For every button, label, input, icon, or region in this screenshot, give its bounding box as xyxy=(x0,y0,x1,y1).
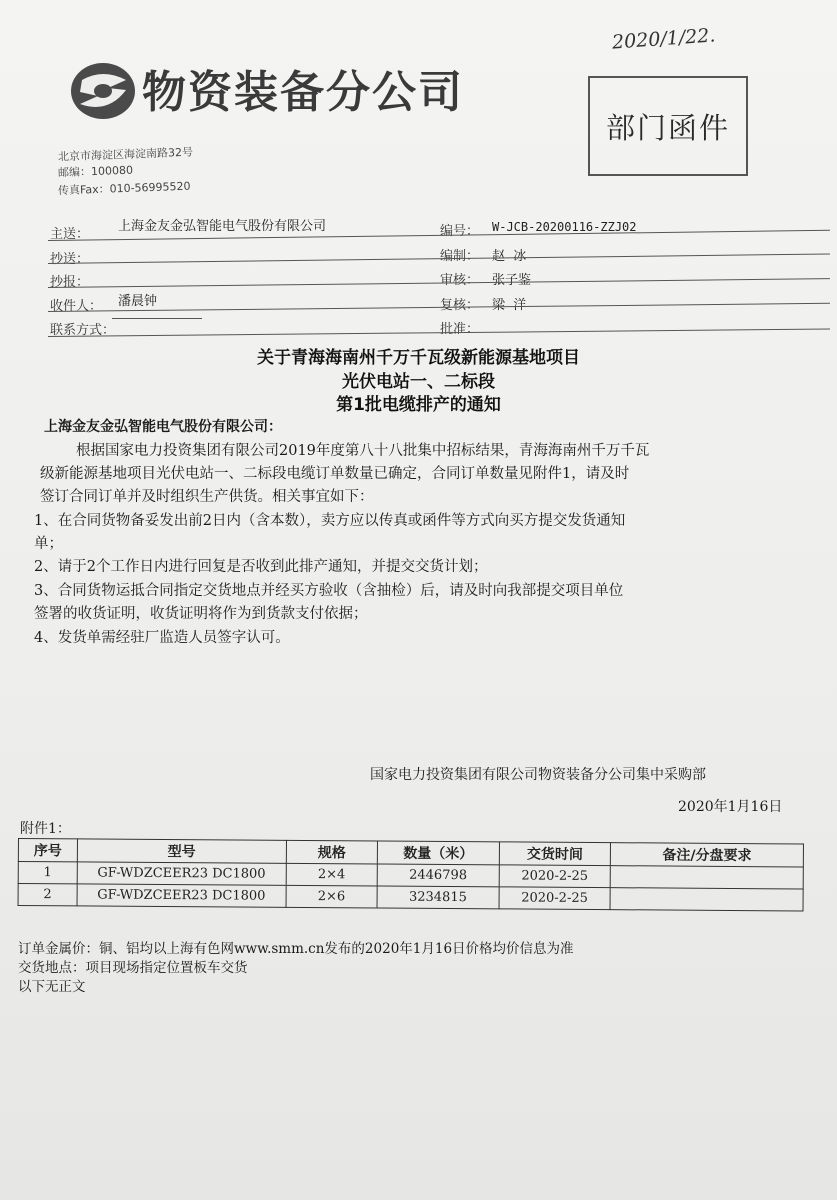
header-label-approved: 批准： xyxy=(440,322,480,337)
header-value-rechecked: 梁 洋 xyxy=(492,298,527,313)
header-label-reviewed: 审核： xyxy=(440,273,480,288)
cell-delivery-date: 2020-2-25 xyxy=(499,865,611,888)
signing-date: 2020年1月16日 xyxy=(678,799,783,815)
header-value-to: 上海金友金弘智能电气股份有限公司 xyxy=(118,219,327,234)
header-label-contact: 联系方式： xyxy=(50,323,116,338)
column-header: 序号 xyxy=(18,839,77,862)
footer-delivery-location: 交货地点：项目现场指定位置板车交货 xyxy=(18,960,248,976)
header-label-cc: 抄送： xyxy=(50,252,90,267)
header-label-rechecked: 复核： xyxy=(440,298,480,313)
header-rule xyxy=(48,278,830,288)
cell-remarks xyxy=(610,866,803,889)
attachment-label: 附件1： xyxy=(20,821,71,837)
column-header: 备注/分盘要求 xyxy=(611,843,804,867)
contact-blank-line xyxy=(112,318,202,319)
signing-organization: 国家电力投资集团有限公司物资装备分公司集中采购部 xyxy=(370,767,706,783)
notice-title-line2: 光伏电站一、二标段 xyxy=(342,372,495,392)
paragraph-line: 签订合同订单并及时组织生产供货。相关事宜如下： xyxy=(40,489,374,505)
paragraph-line: 级新能源基地项目光伏电站一、二标段电缆订单数量已确定，合同订单数量见附件1，请及时 xyxy=(40,466,630,482)
footer-end-note: 以下无正文 xyxy=(18,979,86,995)
cell-quantity: 3234815 xyxy=(377,886,499,909)
notice-title-line1: 关于青海海南州千万千瓦级新能源基地项目 xyxy=(257,348,580,368)
column-header: 规格 xyxy=(286,840,377,864)
paragraph-line: 根据国家电力投资集团有限公司2019年度第八十八批集中招标结果，青海海南州千万千瓦 xyxy=(76,443,650,459)
column-header: 交货时间 xyxy=(499,842,611,866)
footer-price-note: 订单金属价：铜、铝均以上海有色网www.smm.cn发布的2020年1月16日价格均价信息为准 xyxy=(18,941,574,957)
item-4: 4、发货单需经驻厂监造人员签字认可。 xyxy=(34,630,290,646)
header-label-number: 编号： xyxy=(440,224,480,239)
item-3-line1: 3、合同货物运抵合同指定交货地点并经买方验收（含抽检）后，请及时向我部提交项目单位 xyxy=(34,583,624,599)
header-rule xyxy=(48,328,830,337)
header-value-reviewed: 张子鉴 xyxy=(492,273,532,288)
header-value-number: W-JCB-20200116-ZZJ02 xyxy=(492,220,637,234)
column-header: 型号 xyxy=(77,839,286,863)
item-1-line2: 单； xyxy=(34,536,63,552)
cell-delivery-date: 2020-2-25 xyxy=(499,887,611,910)
header-rule xyxy=(48,253,830,264)
attachment-table xyxy=(18,838,804,911)
header-value-prepared: 赵 冰 xyxy=(492,249,527,264)
salutation: 上海金友金弘智能电气股份有限公司： xyxy=(44,419,282,435)
company-name: 物资装备分公司 xyxy=(142,67,464,118)
document-type-box: 部门函件 xyxy=(588,76,748,176)
notice-title-line3: 第1批电缆排产的通知 xyxy=(336,395,501,415)
company-address: 北京市海淀区海淀南路32号 xyxy=(57,145,194,164)
cell-spec: 2×6 xyxy=(286,885,377,908)
cell-index: 1 xyxy=(18,862,77,884)
item-1-line1: 1、在合同货物备妥发出前2日内（含本数），卖方应以传真或函件等方式向买方提交发货通知 xyxy=(34,513,626,529)
item-3-line2: 签署的收货证明，收货证明将作为到货款支付依据； xyxy=(34,606,368,622)
header-label-to: 主送： xyxy=(50,227,90,242)
item-2: 2、请于2个工作日内进行回复是否收到此排产通知，并提交交货计划； xyxy=(34,559,488,575)
cell-quantity: 2446798 xyxy=(377,864,499,887)
cell-index: 2 xyxy=(18,884,77,906)
company-logo-icon xyxy=(68,60,138,122)
header-rule xyxy=(48,303,830,312)
cell-model: GF-WDZCEER23 DC1800 xyxy=(77,884,286,907)
header-value-recipient: 潘晨钟 xyxy=(118,294,158,309)
header-label-recipient: 收件人： xyxy=(50,299,103,314)
header-label-prepared: 编制： xyxy=(440,249,480,264)
cell-spec: 2×4 xyxy=(286,863,377,886)
cell-model: GF-WDZCEER23 DC1800 xyxy=(77,862,286,885)
handwritten-date: 2020/1/22. xyxy=(611,24,717,54)
column-header: 数量（米） xyxy=(377,841,499,865)
company-postcode: 邮编：100080 xyxy=(57,163,134,180)
table-row xyxy=(18,884,803,911)
cell-remarks xyxy=(610,888,803,911)
company-fax: 传真Fax：010-56995520 xyxy=(57,179,191,198)
header-label-report: 抄报： xyxy=(50,275,90,290)
